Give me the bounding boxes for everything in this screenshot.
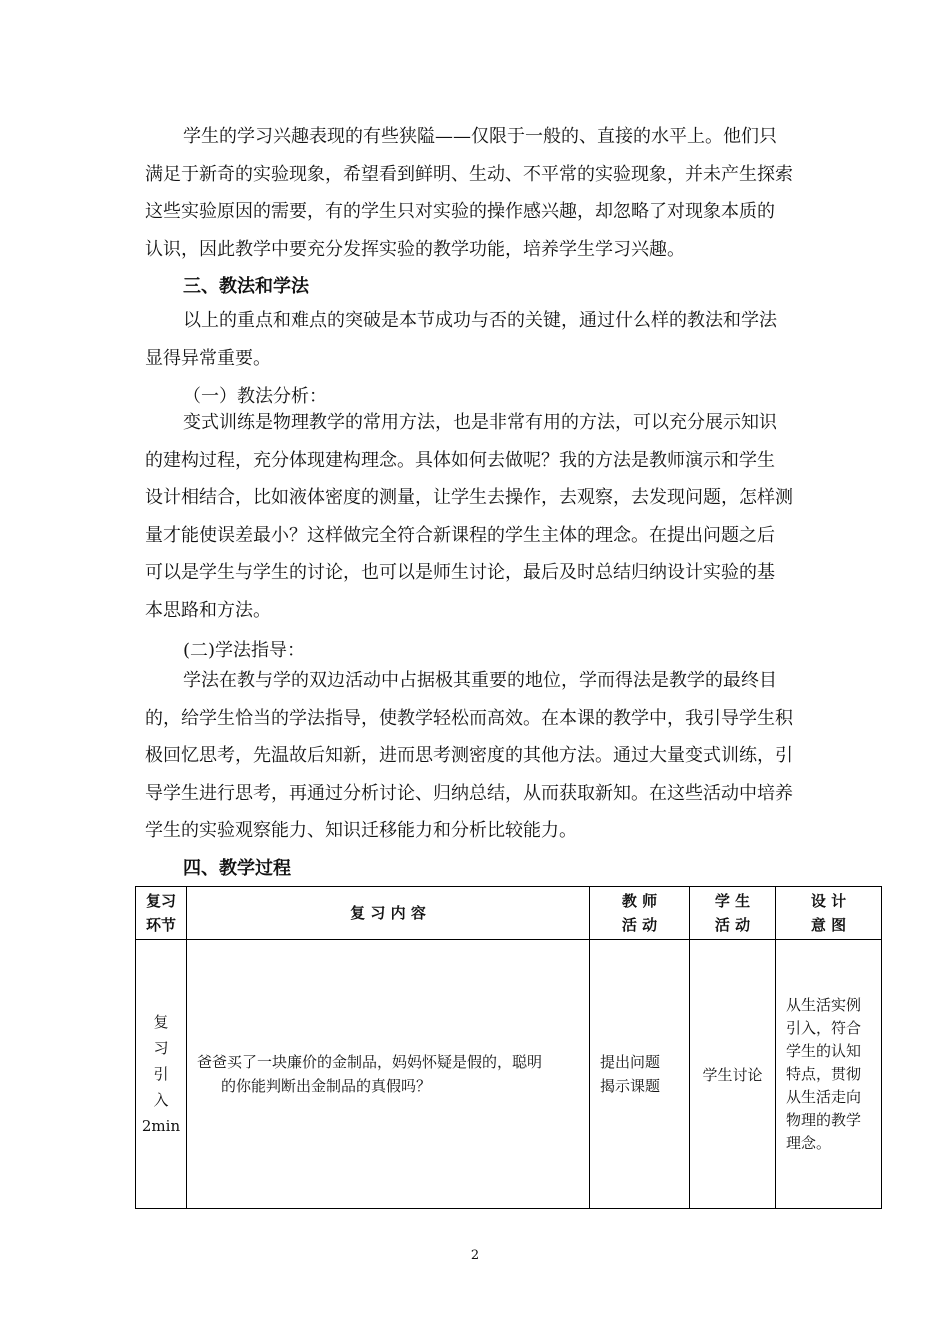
header-content: 复 习 内 容 [187,887,590,940]
header-text: 设 计 [810,892,847,910]
page-number: 2 [470,1248,480,1263]
section-heading-methods: 三、教法和学法 [183,276,309,297]
cell-text: 引入，符合 [786,1018,862,1037]
text-line: 极回忆思考，先温故后知新，进而思考测密度的其他方法。通过大量变式训练，引 [145,745,793,766]
text-line: 可以是学生与学生的讨论，也可以是师生讨论，最后及时总结归纳设计实验的基 [145,562,775,583]
header-student-activity [690,887,776,940]
subheading-learning-guidance: (二)学法指导： [183,640,306,661]
paragraph-methods-intro [145,302,815,377]
cell-text: 复 [153,1013,169,1031]
text-line: 认识，因此教学中要充分发挥实验的教学功能，培养学生学习兴趣。 [145,238,685,260]
text-line: 的，给学生恰当的学法指导，使教学轻松而高效。在本课的教学中，我引导学生积 [145,707,793,729]
text-line: 学生的学习兴趣表现的有些狭隘——仅限于一般的、直接的水平上。他们只 [183,126,777,147]
text-line: 学生的实验观察能力、知识迁移能力和分析比较能力。 [145,820,577,841]
paragraph-learning-interest [145,118,815,268]
header-text: 学 生 [714,892,751,910]
paragraph-learning-guidance [145,662,815,850]
text-line: 量才能使误差最小？这样做完全符合新课程的学生主体的理念。在提出问题之后 [145,524,775,546]
cell-text: 习 [153,1039,169,1057]
cell-stage [136,940,187,1209]
cell-content [187,940,590,1209]
cell-student-activity: 学生讨论 [690,940,776,1209]
paragraph-teaching-analysis [145,404,815,629]
cell-text: 的你能判断出金制品的真假吗？ [221,1077,432,1095]
cell-text: 入 [153,1091,169,1109]
cell-text: 学生的认知 [786,1041,862,1060]
header-design-intent [776,887,882,940]
text-line: 变式训练是物理教学的常用方法，也是非常有用的方法，可以充分展示知识 [183,412,777,433]
header-text: 活 动 [621,916,658,934]
header-text: 环节 [145,916,176,934]
cell-text: 物理的教学 [786,1110,862,1129]
cell-text: 爸爸买了一块廉价的金制品，妈妈怀疑是假的，聪明 [197,1053,543,1071]
text-line: 本思路和方法。 [145,599,271,621]
text-line: 这些实验原因的需要，有的学生只对实验的操作感兴趣，却忽略了对现象本质的 [145,201,775,222]
cell-text: 理念。 [786,1133,832,1152]
header-text: 意 图 [810,916,847,934]
text-line: 满足于新奇的实验现象，希望看到鲜明、生动、不平常的实验现象，并未产生探索 [145,163,793,185]
header-text: 教 师 [621,892,658,910]
cell-design-intent [776,940,882,1209]
header-stage [136,887,187,940]
cell-text: 揭示课题 [600,1077,661,1095]
header-text: 复习 [145,892,176,910]
text-line: 设计相结合，比如液体密度的测量，让学生去操作，去观察，去发现问题，怎样测 [145,487,793,508]
header-text: 活 动 [714,916,751,934]
cell-teacher-activity [590,940,690,1209]
text-line: 显得异常重要。 [145,347,271,369]
cell-text: 从生活走向 [786,1087,862,1106]
cell-text: 特点，贯彻 [786,1064,862,1083]
text-line: 学法在教与学的双边活动中占据极其重要的地位，学而得法是教学的最终目 [183,670,777,691]
cell-text: 提出问题 [600,1053,661,1071]
subheading-teaching-analysis: （一）教法分析： [183,386,327,407]
cell-text: 从生活实例 [786,995,862,1014]
teaching-process-table [135,886,882,1209]
text-line: 导学生进行思考，再通过分析讨论、归纳总结，从而获取新知。在这些活动中培养 [145,782,793,804]
table-row [136,940,882,1209]
text-line: 的建构过程，充分体现建构理念。具体如何去做呢？我的方法是教师演示和学生 [145,449,775,471]
cell-text: 引 [153,1065,169,1083]
cell-text: 2min [141,1117,181,1135]
table-header-row [136,887,882,940]
header-teacher-activity [590,887,690,940]
text-line: 以上的重点和难点的突破是本节成功与否的关键，通过什么样的教法和学法 [183,310,777,331]
section-heading-teaching-process: 四、教学过程 [183,858,291,879]
